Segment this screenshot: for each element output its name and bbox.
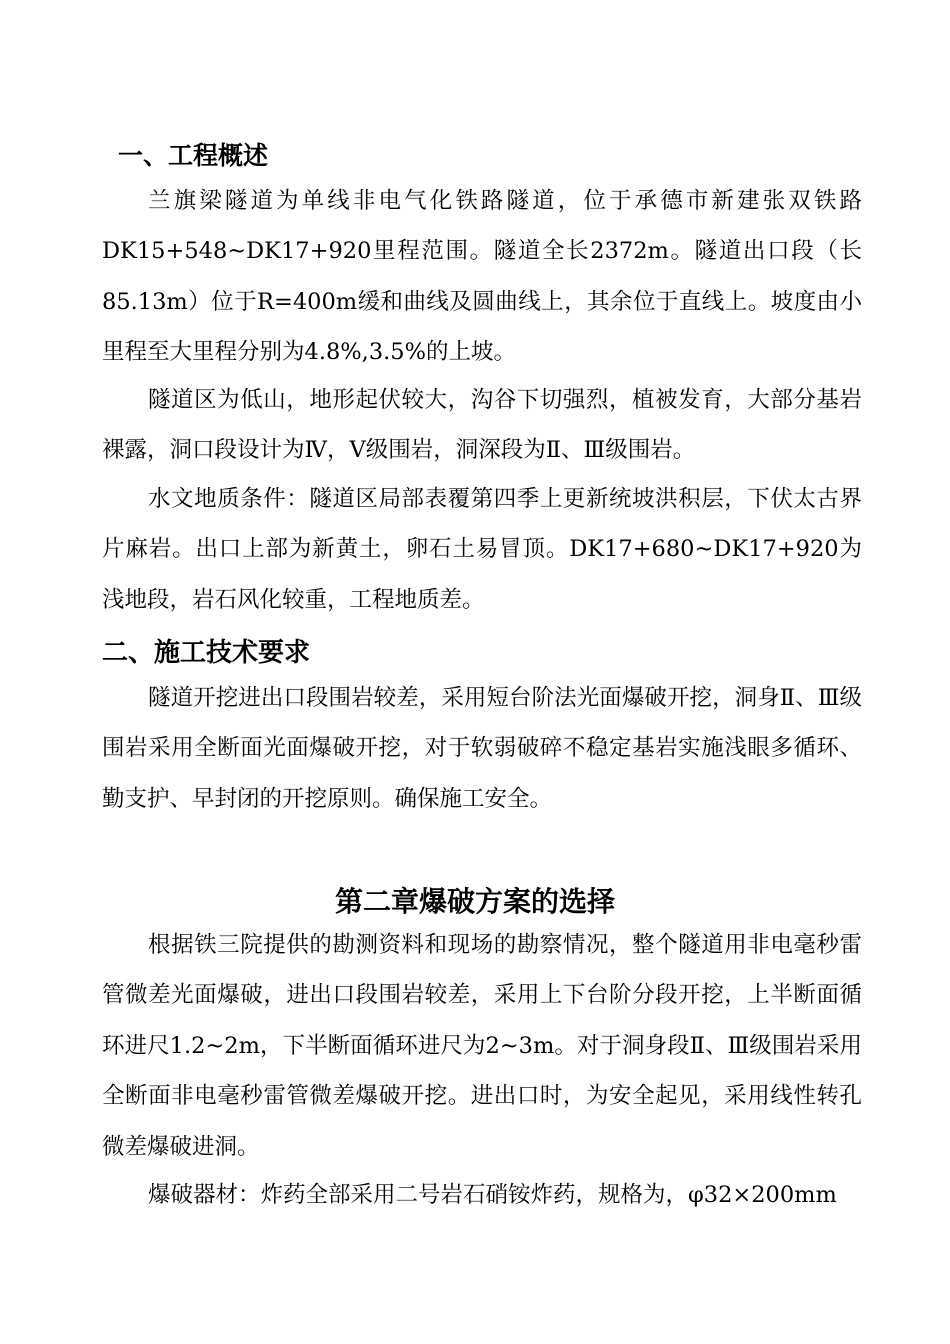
paragraph-blasting-materials: 爆破器材：炸药全部采用二号岩石硝铵炸药，规格为，φ32×200mm [148,1182,837,1208]
paragraph-hydrogeology: 水文地质条件：隧道区局部表覆第四季上更新统坡洪积层，下伏太古界片麻岩。出口上部为新黄土，卵石土易冒顶。DK17+680~DK17+920为浅地段，岩石风化较重，工程地质差。 [102,486,862,613]
paragraph-blasting-plan: 根据铁三院提供的勘测资料和现场的勘察情况，整个隧道用非电毫秒雷管微差光面爆破，进出口段围岩较差，采用上下台阶分段开挖，上半断面循环进尺1.2~2m，下半断面循环进尺为2~3m。对于洞身段Ⅱ、Ⅲ级围岩采用全断面非电毫秒雷管微差爆破开挖。进出口时，为安全起见，采用线性转孔微差爆破进洞。 [102,932,862,1160]
paragraph-tunnel-description: 兰旗梁隧道为单线非电气化铁路隧道，位于承德市新建张双铁路DK15+548~DK17+920里程范围。隧道全长2372m。隧道出口段（长85.13m）位于R=400m缓和曲线及圆曲线上，其余位于直线上。坡度由小里程至大里程分别为4.8%,3.5%的上坡。 [102,188,862,366]
paragraph-terrain: 隧道区为低山，地形起伏较大，沟谷下切强烈，植被发育，大部分基岩裸露，洞口段设计为Ⅳ，Ⅴ级围岩，洞深段为Ⅱ、Ⅲ级围岩。 [102,387,862,464]
section-heading-construction-requirements: 二、施工技术要求 [102,638,311,668]
paragraph-excavation-method: 隧道开挖进出口段围岩较差，采用短台阶法光面爆破开挖，洞身Ⅱ、Ⅲ级围岩采用全断面光面爆破开挖，对于软弱破碎不稳定基岩实施浅眼多循环、勤支护、早封闭的开挖原则。确保施工安全。 [102,685,862,812]
section-heading-overview: 一、工程概述 [118,141,269,170]
chapter-title: 第二章爆破方案的选择 [334,885,615,918]
